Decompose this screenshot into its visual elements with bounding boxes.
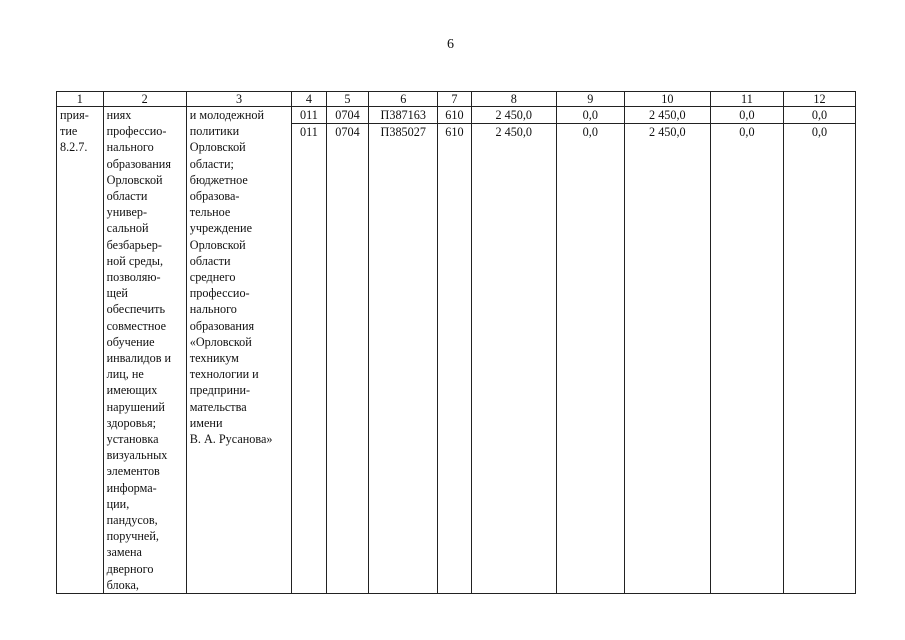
federal-amount-cell: 0,0 <box>556 124 624 594</box>
target-article-cell: П387163 <box>369 107 438 124</box>
other-amount-cell: 0,0 <box>783 107 855 124</box>
section-code-cell: 0704 <box>326 124 369 594</box>
gr-code-cell: 011 <box>292 124 326 594</box>
header-cell: 9 <box>556 92 624 107</box>
header-cell: 11 <box>710 92 783 107</box>
header-cell: 4 <box>292 92 326 107</box>
measure-description-cell: ниях профессио- нального образования Орловской области универ- сальной безбарьер- ной среды, позволяю- щей обеспечить совместное обучение инвалидов и лиц, не имеющих нарушений здоровья; установка визуальных элементов информа- ции, пандусов, поручней, замена дверного блока, <box>103 107 186 594</box>
header-cell: 10 <box>624 92 710 107</box>
header-cell: 8 <box>471 92 556 107</box>
measure-number-cell: прия- тие 8.2.7. <box>57 107 104 594</box>
header-cell: 6 <box>369 92 438 107</box>
responsible-executor-cell: и молодежной политики Орловской области; бюджетное образова- тельное учреждение Орловской области среднего профессио- нального образования «Орловской техникум технологии и предприни- мательства имени В. А. Русанова» <box>186 107 291 594</box>
header-cell: 2 <box>103 92 186 107</box>
regional-amount-cell: 2 450,0 <box>624 124 710 594</box>
header-cell: 5 <box>326 92 369 107</box>
header-cell: 7 <box>438 92 471 107</box>
expense-type-cell: 610 <box>438 124 471 594</box>
header-row <box>57 92 856 107</box>
gr-code-cell: 011 <box>292 107 326 124</box>
local-amount-cell: 0,0 <box>710 124 783 594</box>
header-cell: 12 <box>783 92 855 107</box>
header-cell: 3 <box>186 92 291 107</box>
federal-amount-cell: 0,0 <box>556 107 624 124</box>
target-article-cell: П385027 <box>369 124 438 594</box>
total-amount-cell: 2 450,0 <box>471 124 556 594</box>
total-amount-cell: 2 450,0 <box>471 107 556 124</box>
other-amount-cell: 0,0 <box>783 124 855 594</box>
section-code-cell: 0704 <box>326 107 369 124</box>
expense-type-cell: 610 <box>438 107 471 124</box>
budget-table <box>56 91 856 594</box>
header-cell: 1 <box>57 92 104 107</box>
table-row <box>57 107 856 124</box>
local-amount-cell: 0,0 <box>710 107 783 124</box>
regional-amount-cell: 2 450,0 <box>624 107 710 124</box>
page-number: 6 <box>447 37 454 52</box>
